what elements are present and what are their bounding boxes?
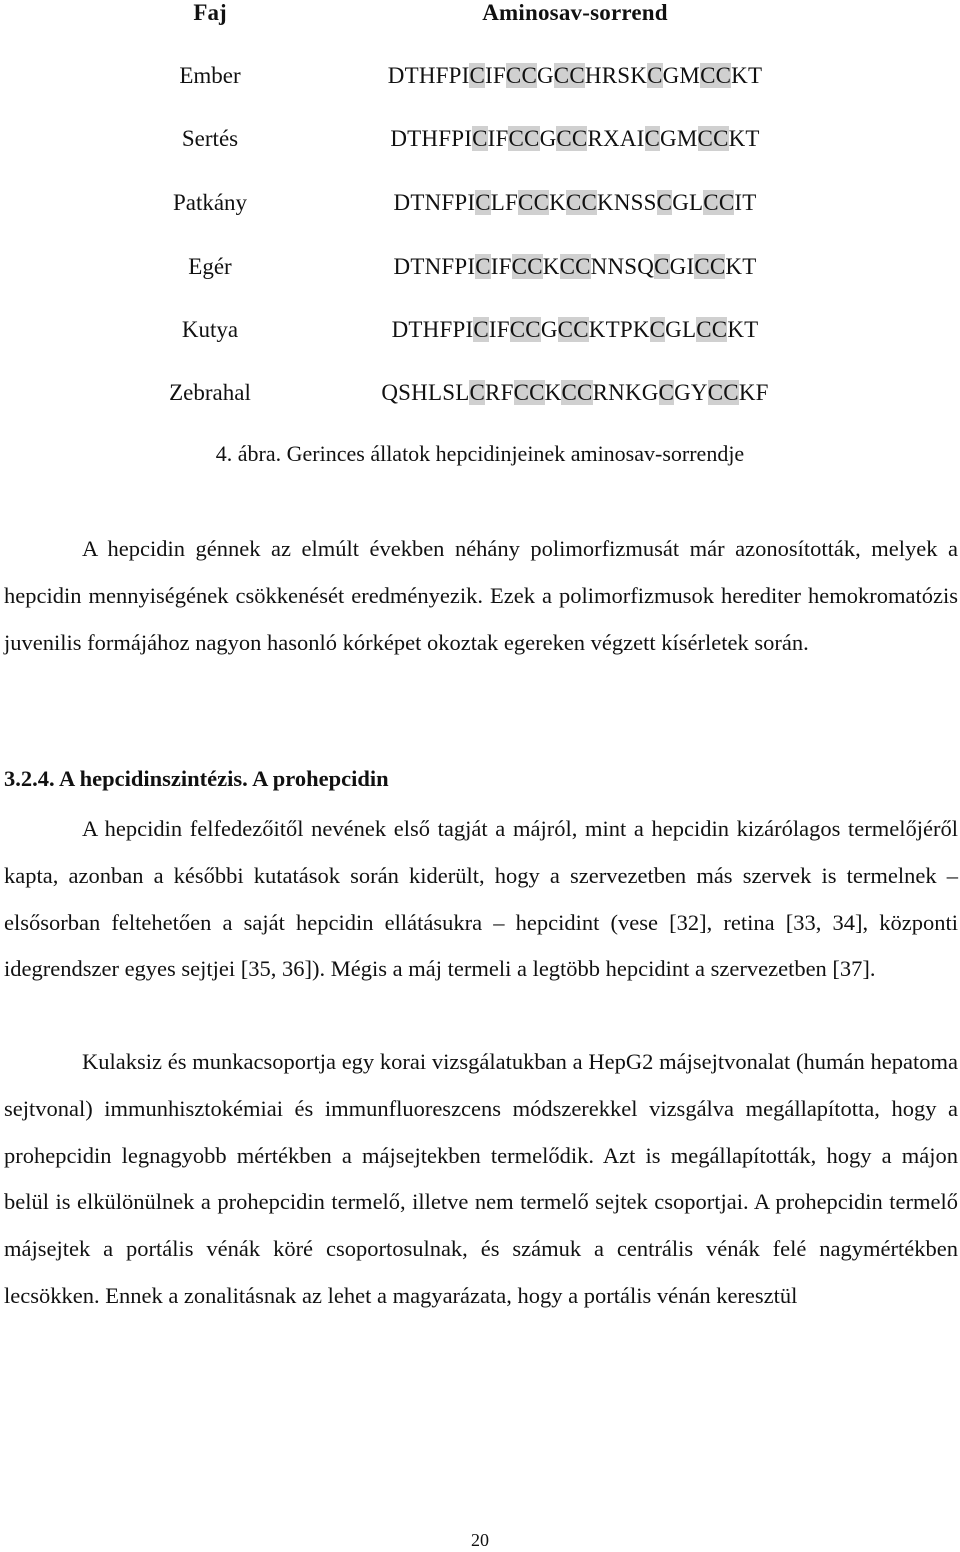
amino-sequence: DTNFPICIFCCKCCNNSQCGICCKT xyxy=(393,254,757,279)
paragraph-text: Kulaksiz és munkacsoportja egy korai vizsgálatukban a HepG2 májsejtvonalat (humán hepatoma sejtvonal) immunhisztokémiai és immunfluoreszcens módszerekkel vizsgálva megállapította, hogy a prohepcidin legnagyobb mértékben a májsejtekben termelődik. Azt is megállapították, hogy a májon belül is elkülönülnek a prohepcidin termelő, illetve nem termelő sejtek csoportjai. A prohepcidin termelő májsejtek a portális vénák köré csoportosulnak, és számuk a centrális vénák felé nagymértékben lecsökken. Ennek a zonalitásnak az lehet a magyarázata, hogy a portális vénán keresztül xyxy=(4,1049,958,1308)
table-row xyxy=(0,190,960,230)
amino-sequence: DTHFPICIFCCGCCRXAICGMCCKT xyxy=(390,126,760,151)
amino-sequence: DTHFPICIFCCGCCKTPKCGLCCKT xyxy=(391,317,759,342)
paragraph-hepcidin-sources xyxy=(4,806,958,993)
amino-sequence: DTNFPICLFCCKCCKNSSCGLCCIT xyxy=(393,190,757,215)
species-name: Ember xyxy=(179,63,241,88)
species-name: Zebrahal xyxy=(169,380,251,405)
header-sequence: Aminosav-sorrend xyxy=(482,0,668,25)
table-row xyxy=(0,63,960,103)
table-row xyxy=(0,380,960,420)
amino-sequence: DTHFPICIFCCGCCHRSKCGMCCKT xyxy=(387,63,763,88)
table-row xyxy=(0,126,960,166)
table-row xyxy=(0,254,960,294)
page-number: 20 xyxy=(471,1530,489,1550)
header-species: Faj xyxy=(193,0,227,25)
paragraph-polymorphisms xyxy=(4,526,958,666)
species-name: Sertés xyxy=(181,126,239,151)
section-heading: 3.2.4. A hepcidinszintézis. A prohepcidin xyxy=(4,766,389,791)
figure-caption: 4. ábra. Gerinces állatok hepcidinjeinek aminosav-sorrendje xyxy=(215,441,745,466)
species-name: Egér xyxy=(188,254,232,279)
species-name: Patkány xyxy=(172,190,248,215)
amino-sequence: QSHLSLCRFCCKCCRNKGCGYCCKF xyxy=(381,380,769,405)
paragraph-text: A hepcidin génnek az elmúlt években néhány polimorfizmusát már azonosították, melyek a hepcidin mennyiségének csökkenését eredményezik. Ezek a polimorfizmusok herediter hemokromatózis juvenilis formájához nagyon hasonló kórképet okoztak egereken végzett kísérletek során. xyxy=(4,536,958,655)
paragraph-kulaksiz xyxy=(4,1039,958,1320)
table-row xyxy=(0,317,960,357)
paragraph-text: A hepcidin felfedezőitől nevének első tagját a májról, mint a hepcidin kizárólagos termelőjéről kapta, azonban a későbbi kutatások során kiderült, hogy a szervezetben más szervek is termelnek – elsősorban feltehetően a saját hepcidin ellátásukra – hepcidint (vese [32], retina [33, 34], központi idegrendszer egyes sejtjei [35, 36]). Mégis a máj termeli a legtöbb hepcidint a szervezetben [37]. xyxy=(4,816,958,982)
species-name: Kutya xyxy=(181,317,239,342)
table-header xyxy=(0,0,960,40)
